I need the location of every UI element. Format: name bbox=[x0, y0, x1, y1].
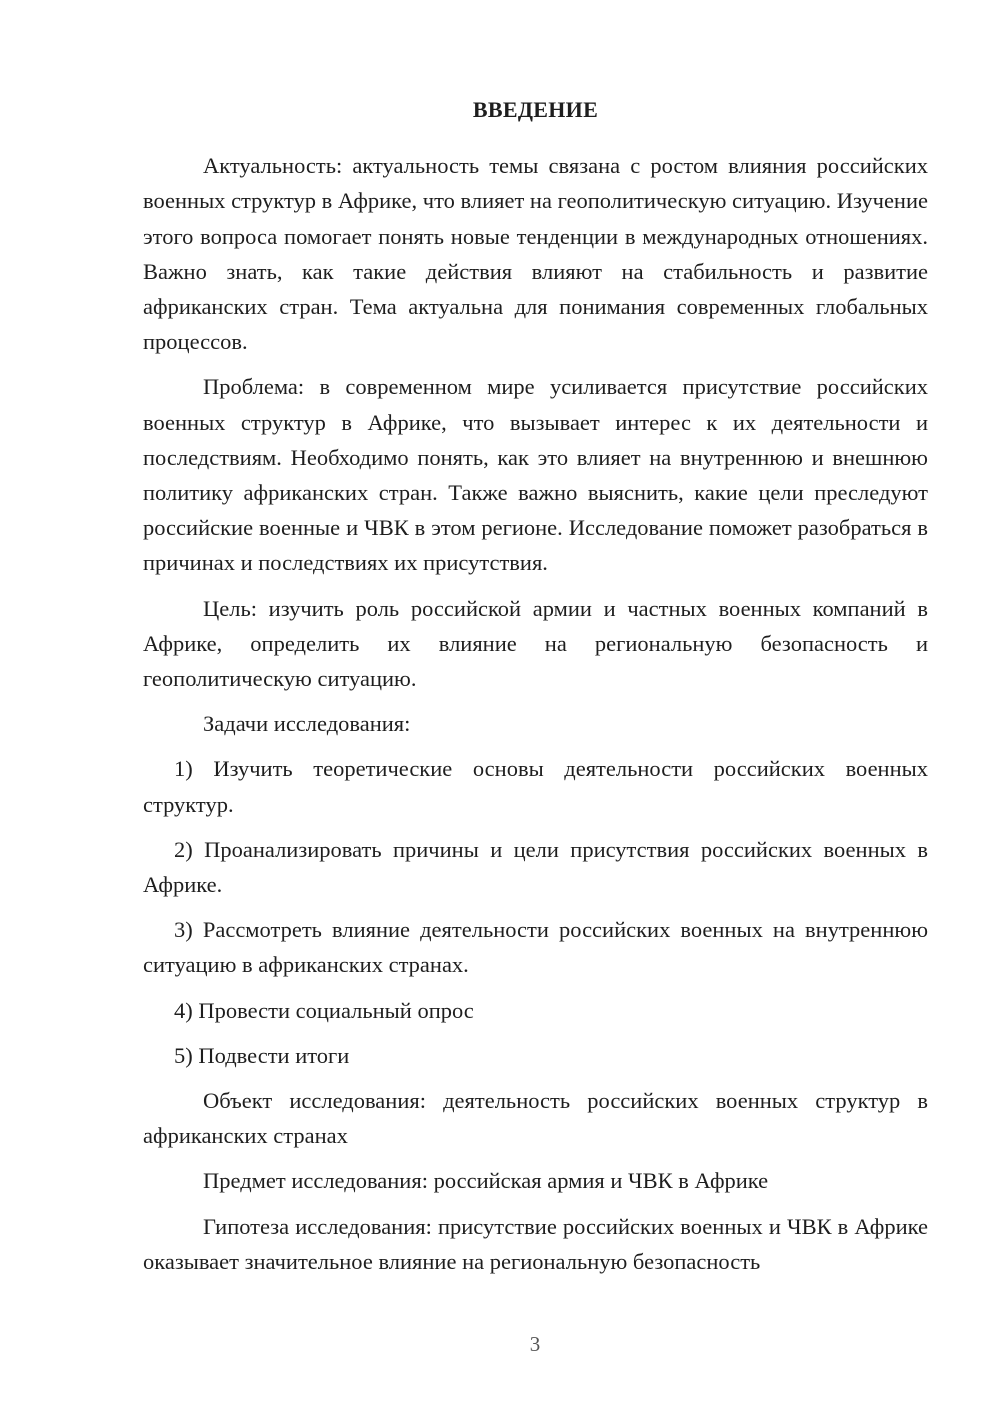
section-heading: ВВЕДЕНИЕ bbox=[472, 97, 599, 122]
paragraph-hypothesis: Гипотеза исследования: присутствие российских военных и ЧВК в Африке оказывает значительное влияние на региональную безопасность bbox=[143, 1213, 928, 1274]
paragraph-subject: Предмет исследования: российская армия и ЧВК в Африке bbox=[203, 1168, 769, 1194]
task-item: 4) Провести социальный опрос bbox=[174, 997, 474, 1023]
page-number: 3 bbox=[529, 1332, 541, 1356]
paragraph-goal: Цель: изучить роль российской армии и частных военных компаний в Африке, определить их влияние на региональную безопасность и геополитическую ситуацию. bbox=[143, 595, 928, 692]
paragraph-object: Объект исследования: деятельность российских военных структур в африканских странах bbox=[143, 1088, 928, 1149]
paragraph-problem: Проблема: в современном мире усиливается присутствие российских военных структур в Африке, что вызывает интерес к их деятельности и последствиям. Необходимо понять, как это влияет на внутреннюю и внешнюю политику африканских стран. Также важно выяснить, какие цели преследуют российские военные и ЧВК в этом регионе. Исследование поможет разобраться в причинах и последствиях их присутствия. bbox=[143, 374, 928, 576]
paragraph-tasks-intro: Задачи исследования: bbox=[203, 711, 411, 737]
task-item: 5) Подвести итоги bbox=[174, 1042, 350, 1068]
task-item: 2) Проанализировать причины и цели присутствия российских военных в Африке. bbox=[143, 836, 928, 898]
task-item: 3) Рассмотреть влияние деятельности российских военных на внутреннюю ситуацию в африканских странах. bbox=[143, 917, 928, 978]
paragraph-relevance: Актуальность: актуальность темы связана с ростом влияния российских военных структур в Африке, что влияет на геополитическую ситуацию. Изучение этого вопроса помогает понять новые тенденции в международных отношениях. Важно знать, как такие действия влияют на стабильность и развитие африканских стран. Тема актуальна для понимания современных глобальных процессов. bbox=[143, 153, 928, 355]
document-body bbox=[143, 92, 928, 1289]
task-item: 1) Изучить теоретические основы деятельности российских военных структур. bbox=[143, 756, 928, 817]
